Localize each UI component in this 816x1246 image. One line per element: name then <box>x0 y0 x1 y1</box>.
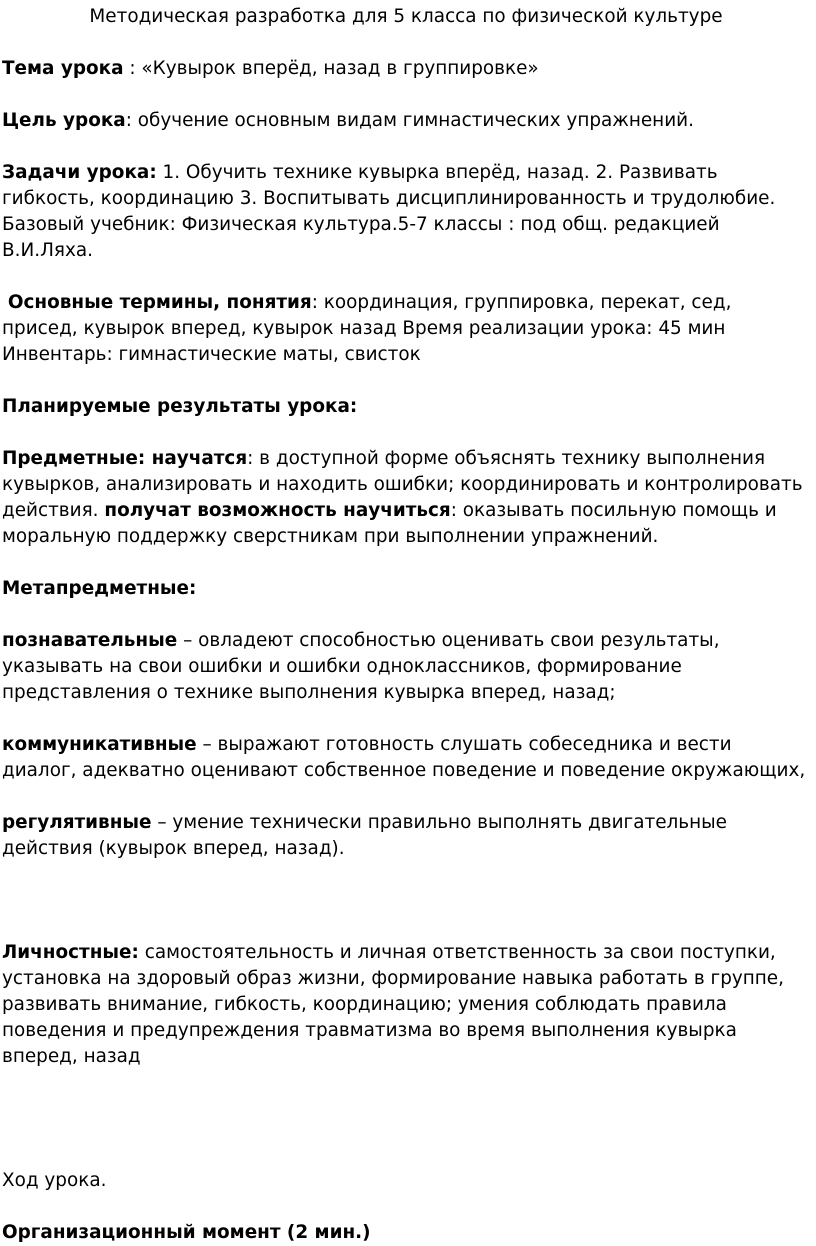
regulatory-label: регулятивные <box>2 812 152 833</box>
meta-subject-heading: Метапредметные: <box>2 578 197 599</box>
cognitive-results <box>2 628 810 706</box>
subject-results-label-2: получат возможность научиться <box>104 500 451 521</box>
personal-results <box>2 940 810 1070</box>
lesson-tasks-text: 1. Обучить технике кувырка вперёд, назад. 2. Развивать гибкость, координацию 3. Воспитывать дисциплинированность и трудолюбие. Базовый учебник: Физическая культура.5-7 классы : под общ. редакцией В.И.Ляха. <box>2 162 776 261</box>
lesson-tasks <box>2 160 810 264</box>
lesson-goal-label: Цель урока <box>2 110 126 131</box>
organizational-moment: Организационный момент (2 мин.) <box>2 1222 371 1243</box>
planned-results-heading: Планируемые результаты урока: <box>2 396 358 417</box>
lesson-topic-text: : «Кувырок вперёд, назад в группировке» <box>123 58 539 79</box>
lesson-goal-text: : обучение основным видам гимнастических упражнений. <box>125 110 694 131</box>
lesson-flow: Ход урока. <box>2 1170 107 1191</box>
lesson-tasks-label: Задачи урока: <box>2 162 157 183</box>
cognitive-text: – овладеют способностью оценивать свои результаты, указывать на свои ошибки и ошибки одноклассников, формирование представления о технике выполнения кувырка вперед, назад; <box>2 630 720 703</box>
lesson-goal <box>2 108 810 134</box>
regulatory-results <box>2 810 810 862</box>
communicative-results <box>2 732 810 784</box>
subject-results <box>2 446 810 550</box>
cognitive-label: познавательные <box>2 630 178 651</box>
subject-results-label: Предметные: научатся <box>2 448 248 469</box>
regulatory-text: – умение технически правильно выполнять двигательные действия (кувырок вперед, назад). <box>2 812 727 859</box>
personal-label: Личностные: <box>2 942 139 963</box>
key-terms-text: : координация, группировка, перекат, сед, присед, кувырок вперед, кувырок назад Время реализации урока: 45 мин Инвентарь: гимнастические маты, свисток <box>2 292 732 365</box>
subject-results-text: : в доступной форме объяснять технику выполнения кувырков, анализировать и находить ошибки; координировать и контролировать действия. <box>2 448 803 521</box>
document-title: Методическая разработка для 5 класса по физической культуре <box>89 6 723 27</box>
subject-results-text-2: : оказывать посильную помощь и моральную поддержку сверстникам при выполнении упражнений. <box>2 500 777 547</box>
key-terms-label: Основные термины, понятия <box>7 292 312 313</box>
personal-text: самостоятельность и личная ответственность за свои поступки, установка на здоровый образ жизни, формирование навыка работать в группе, развивать внимание, гибкость, координацию; умения соблюдать правила поведения и предупреждения травматизма во время выполнения кувырка вперед, назад <box>2 942 784 1067</box>
communicative-text: – выражают готовность слушать собеседника и вести диалог, адекватно оценивают собственное поведение и поведение окружающих, <box>2 734 806 781</box>
lesson-topic <box>2 56 810 82</box>
key-terms <box>2 290 810 368</box>
communicative-label: коммуникативные <box>2 734 197 755</box>
lesson-topic-label: Тема урока <box>2 58 124 79</box>
